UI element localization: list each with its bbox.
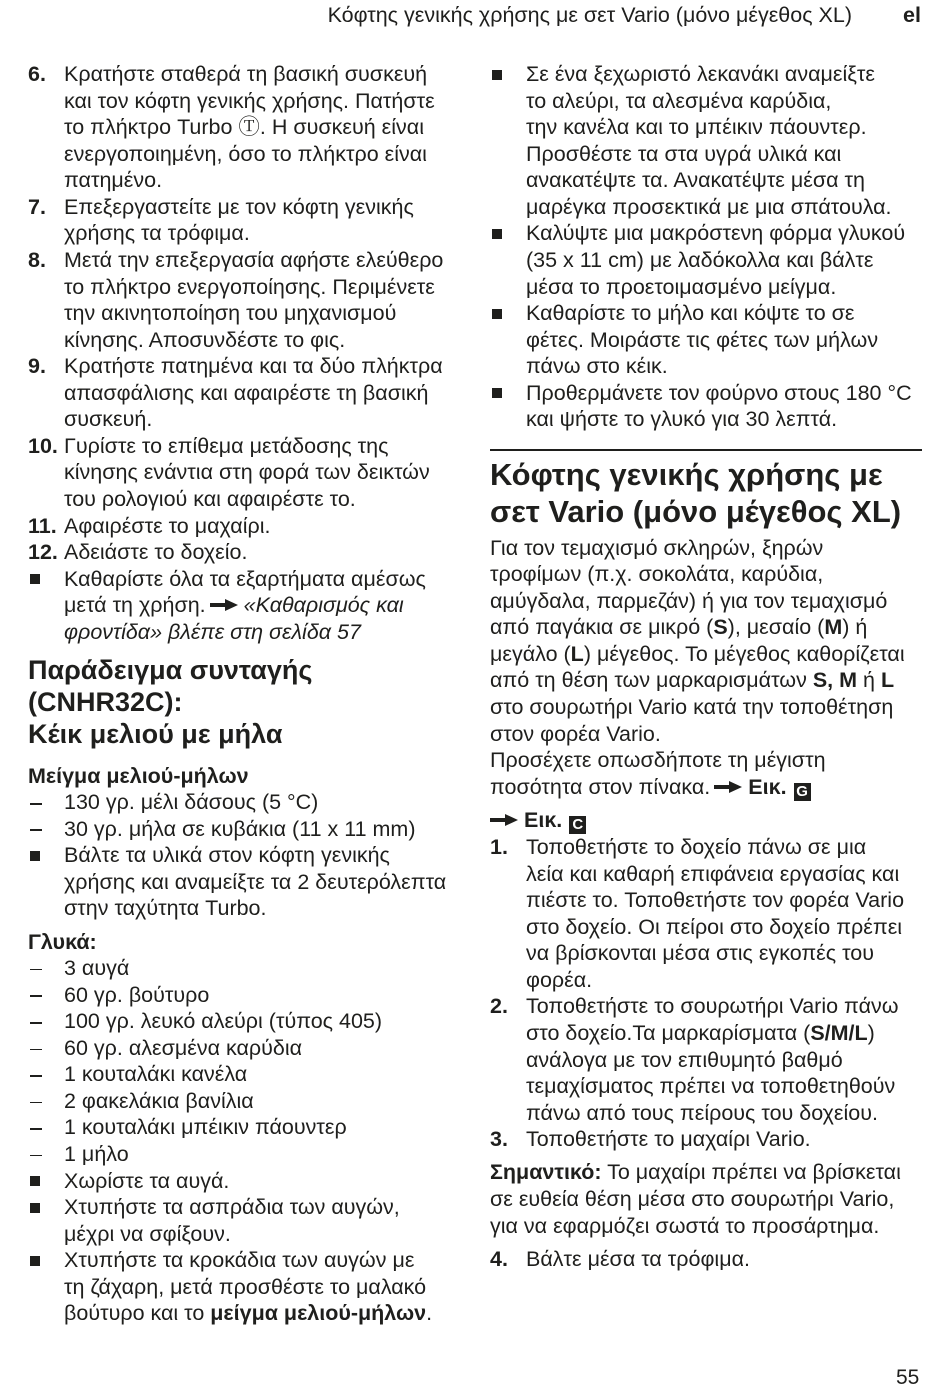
ingredient-text: 2 φακελάκια βανίλια bbox=[64, 1088, 254, 1113]
bullet-text-line: μέσα το προετοιμασμένο μείγμα. bbox=[526, 274, 837, 299]
bold-term: μείγμα μελιού-μήλων bbox=[210, 1301, 427, 1326]
step-text-line: να βρίσκονται μέσα στις εγκοπές του bbox=[526, 941, 875, 966]
recipe-heading-line: Κέικ μελιού με μήλα bbox=[28, 718, 283, 749]
square-bullet-icon bbox=[30, 1256, 40, 1266]
intro-line: αμύγδαλα, παρμεζάν) ή για τον τεμαχισμό bbox=[490, 588, 888, 613]
ingredient-item bbox=[28, 789, 478, 816]
section-heading-line: Κόφτης γενικής χρήσης με bbox=[490, 457, 883, 493]
cross-reference-line: φροντίδα» βλέπε στη σελίδα 57 bbox=[64, 619, 361, 644]
step-number: 3. bbox=[490, 1127, 508, 1152]
text-segment: από τη θέση των μαρκαρισμάτων bbox=[490, 668, 813, 693]
square-bullet-icon bbox=[30, 1176, 40, 1186]
step-first-line bbox=[490, 1126, 945, 1153]
text-segment: ) bbox=[867, 1020, 875, 1045]
step-text: Αφαιρέστε το μαχαίρι. bbox=[64, 513, 271, 538]
size-code: S/M/L bbox=[810, 1020, 868, 1045]
step-text-line bbox=[490, 1020, 945, 1047]
ingredient-item bbox=[28, 982, 478, 1009]
text-segment: ) ή bbox=[842, 615, 868, 640]
recipe-bullet bbox=[490, 300, 945, 380]
step-number: 10. bbox=[28, 433, 58, 458]
important-line: σε ευθεία θέση μέσα στο σουρωτήρι Vario, bbox=[490, 1186, 895, 1211]
dash-bullet-icon bbox=[30, 1128, 42, 1130]
bullet-text-line: (35 x 11 cm) με λαδόκολλα και βάλτε bbox=[526, 247, 874, 272]
step-text-line: φορέα. bbox=[526, 967, 593, 992]
step-text: Κρατήστε σταθερά τη βασική συσκευή bbox=[64, 62, 428, 86]
instruction-step-7 bbox=[28, 194, 478, 247]
step-text-line: χρήσης τα τρόφιμα. bbox=[64, 221, 250, 246]
bullet-first-line bbox=[490, 380, 945, 407]
step-text: Αδειάστε το δοχείο. bbox=[64, 540, 248, 565]
section-divider bbox=[490, 449, 922, 451]
step-text-line: απασφάλισης και αφαιρέστε τη βασική bbox=[64, 380, 429, 405]
step-text: Τοποθετήστε το μαχαίρι Vario. bbox=[526, 1127, 811, 1152]
section-heading-line: σετ Vario (μόνο μέγεθος XL) bbox=[490, 494, 902, 530]
text-segment: ), μεσαίο ( bbox=[727, 615, 825, 640]
square-bullet-icon bbox=[492, 70, 502, 80]
bullet-text: Χωρίστε τα αυγά. bbox=[64, 1168, 230, 1193]
step-text-line: πατημένο. bbox=[64, 168, 163, 193]
note-line bbox=[490, 774, 945, 801]
step-first-line bbox=[28, 61, 478, 88]
important-line: για να εφαρμόζει σωστά το προσάρτημα. bbox=[490, 1213, 880, 1238]
ingredient-item bbox=[28, 1008, 478, 1035]
bullet-text-line: μαρέγκα προσεκτικά με μια σπάτουλα. bbox=[526, 194, 892, 219]
step-text: Βάλτε μέσα τα τρόφιμα. bbox=[526, 1247, 750, 1272]
step-number: 4. bbox=[490, 1247, 508, 1272]
bullet-text-line: τη ζάχαρη, μετά προσθέστε το μαλακό bbox=[64, 1274, 427, 1299]
bullet-text-line: μέχρι να σφίξουν. bbox=[64, 1221, 231, 1246]
instruction-step-11 bbox=[28, 513, 478, 540]
text-segment: ή bbox=[857, 668, 881, 693]
step-text-line: στο δοχείο. Οι πείροι στο δοχείο πρέπει bbox=[526, 914, 903, 939]
bullet-text-line: πάνω στο κέικ. bbox=[526, 354, 668, 379]
figure-badge: G bbox=[794, 783, 811, 801]
text-segment: , bbox=[827, 668, 840, 693]
figure-badge: C bbox=[569, 816, 586, 834]
important-label: Σημαντικό: bbox=[490, 1160, 602, 1185]
square-bullet-icon bbox=[30, 1203, 40, 1213]
bullet-first-line bbox=[490, 220, 945, 247]
bullet-text: Καθαρίστε το μήλο και κόψτε το σε bbox=[526, 301, 855, 326]
dash-bullet-icon bbox=[30, 1075, 42, 1077]
bullet-text-line: στην ταχύτητα Turbo. bbox=[64, 896, 267, 921]
instruction-step-12 bbox=[28, 539, 478, 566]
intro-line: Για τον τεμαχισμό σκληρών, ξηρών bbox=[490, 535, 824, 560]
recipe-bullet bbox=[490, 380, 945, 433]
size-code: S bbox=[812, 668, 828, 693]
bullet-text: Βάλτε τα υλικά στον κόφτη γενικής bbox=[64, 843, 390, 868]
dash-bullet-icon bbox=[30, 1022, 42, 1024]
text-segment: . bbox=[426, 1301, 433, 1326]
assembly-steps bbox=[490, 807, 945, 1152]
step-text-line: το πλήκτρο Turbo Ⓣ. Η συσκευή είναι bbox=[64, 115, 424, 140]
recipe-heading-line: (CNHR32C): bbox=[28, 686, 183, 717]
bullet-text: Σε ένα ξεχωριστό λεκανάκι αναμείξτε bbox=[526, 62, 875, 86]
text-segment: ) μέγεθος. Το μέγεθος καθορίζεται bbox=[583, 641, 905, 666]
ingredient-text: 3 αυγά bbox=[64, 956, 130, 981]
page-number: 55 bbox=[896, 1366, 920, 1389]
arrow-right-icon bbox=[210, 598, 238, 612]
size-code: L bbox=[570, 641, 584, 666]
bullet-text: Καλύψτε μια μακρόστενη φόρμα γλυκού bbox=[526, 221, 906, 246]
honey-apple-mix bbox=[28, 763, 478, 922]
step-first-line bbox=[28, 433, 478, 460]
step-number: 7. bbox=[28, 194, 46, 219]
text-segment: στο δοχείο.Τα μαρκαρίσματα ( bbox=[526, 1020, 811, 1045]
note-line: Προσέχετε οπωσδήποτε τη μέγιστη bbox=[490, 748, 826, 773]
bullet-first-line bbox=[28, 1168, 478, 1195]
dash-bullet-icon bbox=[30, 1049, 42, 1051]
bullet-text: Χτυπήστε τα ασπράδια των αυγών, bbox=[64, 1195, 400, 1220]
step-first-line bbox=[490, 1246, 945, 1273]
step-number: 12. bbox=[28, 540, 58, 565]
bullet-first-line bbox=[28, 842, 478, 869]
running-header bbox=[0, 2, 950, 28]
ingredient-text: 100 γρ. λευκό αλεύρι (τύπος 405) bbox=[64, 1009, 383, 1034]
step-first-line bbox=[28, 194, 478, 221]
step-text: Μετά την επεξεργασία αφήστε ελεύθερο bbox=[64, 247, 444, 272]
bullet-first-line bbox=[28, 566, 478, 593]
ingredient-text: 1 κουταλάκι κανέλα bbox=[64, 1062, 248, 1087]
dash-bullet-icon bbox=[30, 829, 42, 831]
instruction-step-6 bbox=[28, 61, 478, 194]
dash-bullet-icon bbox=[30, 803, 42, 805]
figure-reference-line bbox=[490, 807, 945, 834]
bullet-first-line bbox=[490, 61, 945, 88]
step-number: 9. bbox=[28, 354, 46, 379]
step-text-line: του ρολογιού και αφαιρέστε το. bbox=[64, 487, 356, 511]
step-number: 6. bbox=[28, 62, 46, 86]
square-bullet-icon bbox=[30, 574, 40, 584]
cleaning-bullet bbox=[28, 566, 478, 646]
bullet-first-line bbox=[490, 300, 945, 327]
bullet-text-line: ανακατέψτε τα. Ανακατέψτε μέσα τη bbox=[526, 168, 865, 193]
step-text-line: πάνω από τους πείρους του δοχείου. bbox=[526, 1100, 878, 1125]
square-bullet-icon bbox=[492, 309, 502, 319]
dash-bullet-icon bbox=[30, 969, 42, 971]
cake-batter bbox=[28, 929, 478, 1327]
step-text-line: τεμαχίσματος πρέπει να τοποθετηθούν bbox=[526, 1074, 896, 1099]
step-text: Κρατήστε πατημένα και τα δύο πλήκτρα bbox=[64, 354, 443, 379]
bullet-text-line: και ψήστε το γλυκό για 30 λεπτά. bbox=[526, 407, 838, 432]
bullet-first-line bbox=[28, 1194, 478, 1221]
ingredient-item bbox=[28, 1088, 478, 1115]
intro-line bbox=[490, 667, 945, 694]
step-first-line bbox=[28, 247, 478, 274]
left-column bbox=[28, 61, 478, 1327]
recipe-heading bbox=[28, 654, 478, 750]
bullet-text: Χτυπήστε τα κροκάδια των αυγών με bbox=[64, 1248, 415, 1273]
note-text: ποσότητα στον πίνακα. bbox=[490, 774, 711, 799]
step-first-line bbox=[28, 353, 478, 380]
step-text-line: το πλήκτρο ενεργοποίησης. Περιμένετε bbox=[64, 274, 435, 299]
bullet-text-line: την κανέλα και το μπέικιν πάουντερ. bbox=[526, 115, 867, 140]
bullet-text-line bbox=[28, 592, 478, 619]
ingredient-item bbox=[28, 816, 478, 843]
figure-label: Εικ. bbox=[524, 808, 563, 833]
size-code: M bbox=[839, 668, 858, 693]
subheading: Γλυκά: bbox=[28, 929, 97, 954]
step-number: 8. bbox=[28, 247, 46, 272]
ingredient-item bbox=[28, 1035, 478, 1062]
dash-bullet-icon bbox=[30, 1155, 42, 1157]
square-bullet-icon bbox=[492, 229, 502, 239]
intro-line bbox=[490, 641, 945, 668]
bullet-text-line bbox=[28, 1300, 478, 1327]
size-code: S bbox=[713, 615, 728, 640]
bullet-text-line: φέτες. Μοιράστε τις φέτες των μήλων bbox=[526, 327, 879, 352]
ingredient-item bbox=[28, 1061, 478, 1088]
ingredient-item bbox=[28, 955, 478, 982]
step-first-line bbox=[28, 539, 478, 566]
step-number: 1. bbox=[490, 835, 508, 860]
important-note bbox=[490, 1159, 945, 1239]
recipe-heading-line: Παράδειγμα συνταγής bbox=[28, 654, 313, 685]
recipe-bullet bbox=[490, 61, 945, 220]
important-line bbox=[490, 1159, 945, 1186]
step-text-line: συσκευή. bbox=[64, 407, 153, 432]
step-text: Γυρίστε το επίθεμα μετάδοσης της bbox=[64, 433, 389, 458]
bullet-text-line: το αλεύρι, τα αλεσμένα καρύδια, bbox=[526, 88, 832, 113]
cross-reference: «Καθαρισμός και bbox=[243, 593, 404, 618]
step-text: Τοποθετήστε το δοχείο πάνω σε μια bbox=[526, 835, 867, 860]
bullet-text-line: χρήσης και αναμείξτε τα 2 δευτερόλεπτα bbox=[64, 869, 447, 894]
square-bullet-icon bbox=[30, 851, 40, 861]
step-text-line: ανάλογα με τον επιθυμητό βαθμό bbox=[526, 1047, 843, 1072]
step-number: 2. bbox=[490, 994, 508, 1019]
ingredient-item bbox=[28, 1141, 478, 1168]
step-text-line: την ακινητοποίηση του μηχανισμού bbox=[64, 301, 397, 326]
header-title: Κόφτης γενικής χρήσης με σετ Vario (μόνο μέγεθος XL) bbox=[327, 3, 852, 27]
step-text: Τοποθετήστε το σουρωτήρι Vario πάνω bbox=[526, 994, 899, 1019]
figure-label: Εικ. bbox=[748, 774, 787, 799]
intro-line: στο σουρωτήρι Vario κατά την τοποθέτηση bbox=[490, 694, 894, 719]
ingredient-item bbox=[28, 1114, 478, 1141]
step-first-line bbox=[28, 513, 478, 540]
dash-bullet-icon bbox=[30, 1102, 42, 1104]
instruction-step-4 bbox=[490, 1246, 945, 1273]
step-text-line: λεία και καθαρή επιφάνεια εργασίας και bbox=[526, 861, 900, 886]
step-first-line bbox=[490, 834, 945, 861]
square-bullet-icon bbox=[492, 388, 502, 398]
section-intro bbox=[490, 535, 945, 801]
ingredient-text: 30 γρ. μήλα σε κυβάκια (11 x 11 mm) bbox=[64, 816, 416, 841]
ingredient-text: 1 μήλο bbox=[64, 1142, 129, 1167]
text-segment: βούτυρο και το bbox=[64, 1301, 211, 1326]
intro-line: τροφίμων (π.χ. σοκολάτα, καρύδια, bbox=[490, 562, 824, 587]
intro-line: στον φορέα Vario. bbox=[490, 721, 661, 746]
ingredient-text: 1 κουταλάκι μπέικιν πάουντερ bbox=[64, 1115, 347, 1140]
ingredient-text: 130 γρ. μέλι δάσους (5 °C) bbox=[64, 790, 319, 815]
language-code: el bbox=[903, 3, 921, 27]
instruction-step-8 bbox=[28, 247, 478, 353]
bullet-text: Προθερμάνετε τον φούρνο στους 180 °C bbox=[526, 380, 912, 405]
arrow-right-icon bbox=[490, 813, 518, 827]
step-text-line: πιέστε το. Τοποθετήστε τον φορέα Vario bbox=[526, 888, 905, 913]
ingredient-text: 60 γρ. βούτυρο bbox=[64, 982, 210, 1007]
important-text: Το μαχαίρι πρέπει να βρίσκεται bbox=[601, 1160, 901, 1185]
ingredient-text: 60 γρ. αλεσμένα καρύδια bbox=[64, 1035, 303, 1060]
step-text-line: κίνησης ενάντια στη φορά των δεικτών bbox=[64, 460, 430, 485]
bullet-text: μετά τη χρήση. bbox=[64, 593, 206, 618]
size-code: L bbox=[880, 668, 895, 693]
subheading: Μείγμα μελιού-μήλων bbox=[28, 763, 249, 788]
step-first-line bbox=[490, 993, 945, 1020]
step-text-line: κίνησης. Αποσυνδέστε το φις. bbox=[64, 327, 346, 352]
recipe-bullet bbox=[490, 220, 945, 300]
arrow-right-icon bbox=[714, 780, 742, 794]
instruction-step-9 bbox=[28, 353, 478, 433]
text-segment: από παγάκια σε μικρό ( bbox=[490, 615, 714, 640]
bullet-text-line: Προσθέστε τα στα υγρά υλικά και bbox=[526, 141, 842, 166]
text-segment: μεγάλο ( bbox=[490, 641, 571, 666]
dash-bullet-icon bbox=[30, 995, 42, 997]
right-column bbox=[490, 61, 945, 1273]
section-heading bbox=[490, 456, 945, 530]
size-code: M bbox=[824, 615, 843, 640]
step-text-line: και τον κόφτη γενικής χρήσης. Πατήστε bbox=[64, 88, 435, 113]
step-text-line: ενεργοποιημένη, όσο το πλήκτρο είναι bbox=[64, 141, 427, 166]
step-number: 11. bbox=[28, 513, 57, 538]
instruction-step-10 bbox=[28, 433, 478, 513]
bullet-first-line bbox=[28, 1247, 478, 1274]
intro-line bbox=[490, 614, 945, 641]
step-text: Επεξεργαστείτε με τον κόφτη γενικής bbox=[64, 194, 414, 219]
bullet-text: Καθαρίστε όλα τα εξαρτήματα αμέσως bbox=[64, 566, 426, 591]
